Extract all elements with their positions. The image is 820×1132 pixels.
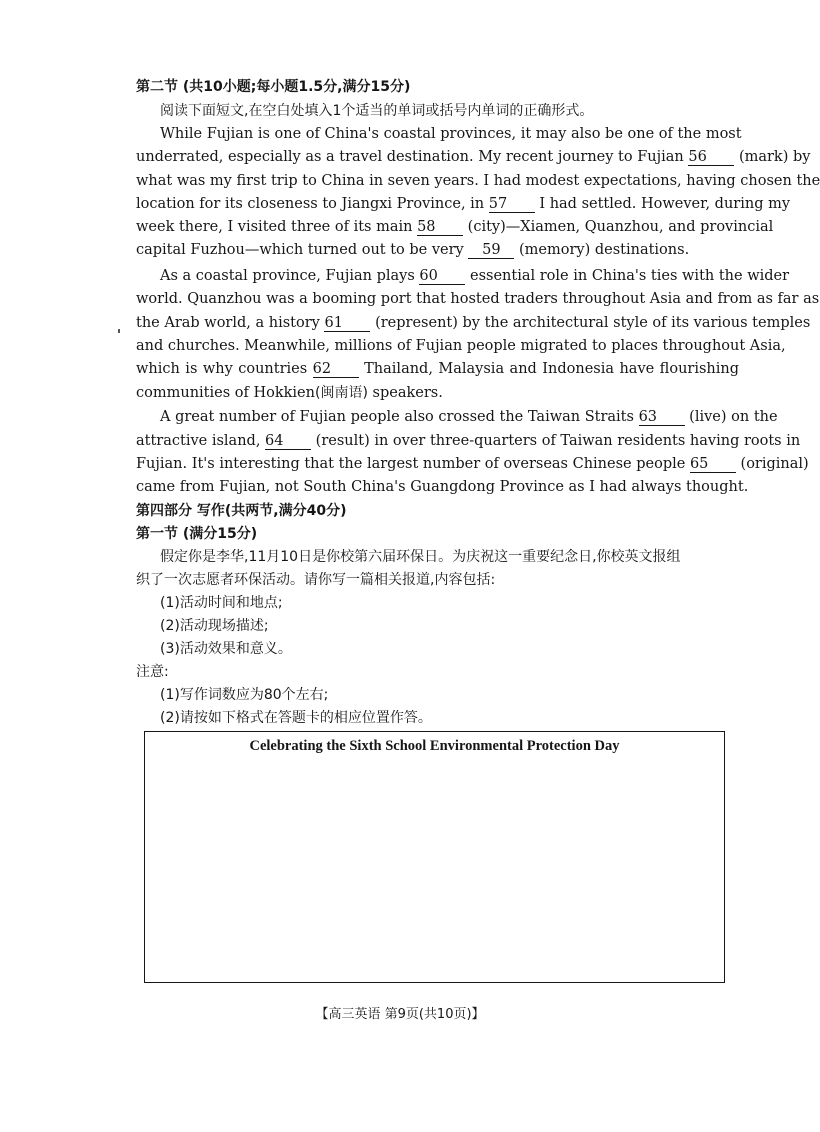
prompt-text: 织了一次志愿者环保活动。请你写一篇相关报道,内容包括: bbox=[136, 572, 496, 588]
essay-title: Celebrating the Sixth School Environmental Protection Day bbox=[249, 738, 620, 754]
passage-line: what was my first trip to China in seven years. I had modest expectations, having chosen the bbox=[136, 173, 820, 189]
passage-line: week there, I visited three of its main 58 (city)—Xiamen, Quanzhou, and provincial bbox=[136, 219, 774, 235]
blank-57[interactable]: 57 bbox=[489, 196, 535, 213]
content-point: (2)活动现场描述; bbox=[160, 618, 269, 634]
passage-line: and churches. Meanwhile, millions of Fujian people migrated to places throughout Asia, bbox=[136, 338, 786, 354]
blank-59[interactable]: 59 bbox=[468, 242, 514, 259]
blank-58[interactable]: 58 bbox=[417, 219, 463, 236]
blank-64[interactable]: 64 bbox=[265, 433, 311, 450]
instruction-text: 阅读下面短文,在空白处填入1个适当的单词或括号内单词的正确形式。 bbox=[160, 103, 594, 119]
part4-sub-heading: 第一节 (满分15分) bbox=[136, 526, 258, 542]
part4-heading: 第四部分 写作(共两节,满分40分) bbox=[136, 503, 347, 519]
passage-line: came from Fujian, not South China's Guangdong Province as I had always thought. bbox=[136, 479, 749, 495]
blank-63[interactable]: 63 bbox=[639, 409, 685, 426]
passage-line: location for its closeness to Jiangxi Province, in 57 I had settled. However, during my bbox=[136, 196, 791, 212]
passage-line: communities of Hokkien(闽南语) speakers. bbox=[136, 385, 443, 401]
section-heading: 第二节 (共10小题;每小题1.5分,满分15分) bbox=[136, 79, 411, 95]
passage-line: underrated, especially as a travel destination. My recent journey to Fujian 56 (mark) by bbox=[136, 149, 811, 165]
passage-line: capital Fuzhou—which turned out to be very 59 (memory) destinations. bbox=[136, 242, 690, 258]
passage-line: Fujian. It's interesting that the largest number of overseas Chinese people 65 (original) bbox=[136, 456, 809, 472]
content-point: (1)活动时间和地点; bbox=[160, 595, 283, 611]
note-item: (1)写作词数应为80个左右; bbox=[160, 687, 329, 703]
note-item: (2)请按如下格式在答题卡的相应位置作答。 bbox=[160, 710, 432, 726]
page-footer: 【高三英语 第9页(共10页)】 bbox=[315, 1007, 485, 1022]
passage-line: As a coastal province, Fujian plays 60 essential role in China's ties with the wider bbox=[160, 268, 790, 284]
passage-line: A great number of Fujian people also crossed the Taiwan Straits 63 (live) on the bbox=[160, 409, 778, 425]
passage-line: While Fujian is one of China's coastal provinces, it may also be one of the most bbox=[160, 126, 742, 142]
passage-line: attractive island, 64 (result) in over three-quarters of Taiwan residents having roots in bbox=[136, 433, 801, 449]
blank-65[interactable]: 65 bbox=[690, 456, 736, 473]
blank-61[interactable]: 61 bbox=[324, 315, 370, 332]
notes-label: 注意: bbox=[136, 664, 169, 680]
blank-56[interactable]: 56 bbox=[688, 149, 734, 166]
passage-line: the Arab world, a history 61 (represent) by the architectural style of its various temples bbox=[136, 315, 811, 331]
blank-62[interactable]: 62 bbox=[313, 361, 359, 378]
passage-line: which is why countries 62 Thailand, Malaysia and Indonesia have flourishing bbox=[136, 361, 740, 377]
content-point: (3)活动效果和意义。 bbox=[160, 641, 292, 657]
answer-box[interactable] bbox=[144, 731, 725, 983]
passage-line: world. Quanzhou was a booming port that hosted traders throughout Asia and from as far as bbox=[136, 291, 820, 307]
blank-60[interactable]: 60 bbox=[419, 268, 465, 285]
scan-speck bbox=[118, 329, 120, 333]
prompt-text: 假定你是李华,11月10日是你校第六届环保日。为庆祝这一重要纪念日,你校英文报组 bbox=[160, 549, 681, 565]
